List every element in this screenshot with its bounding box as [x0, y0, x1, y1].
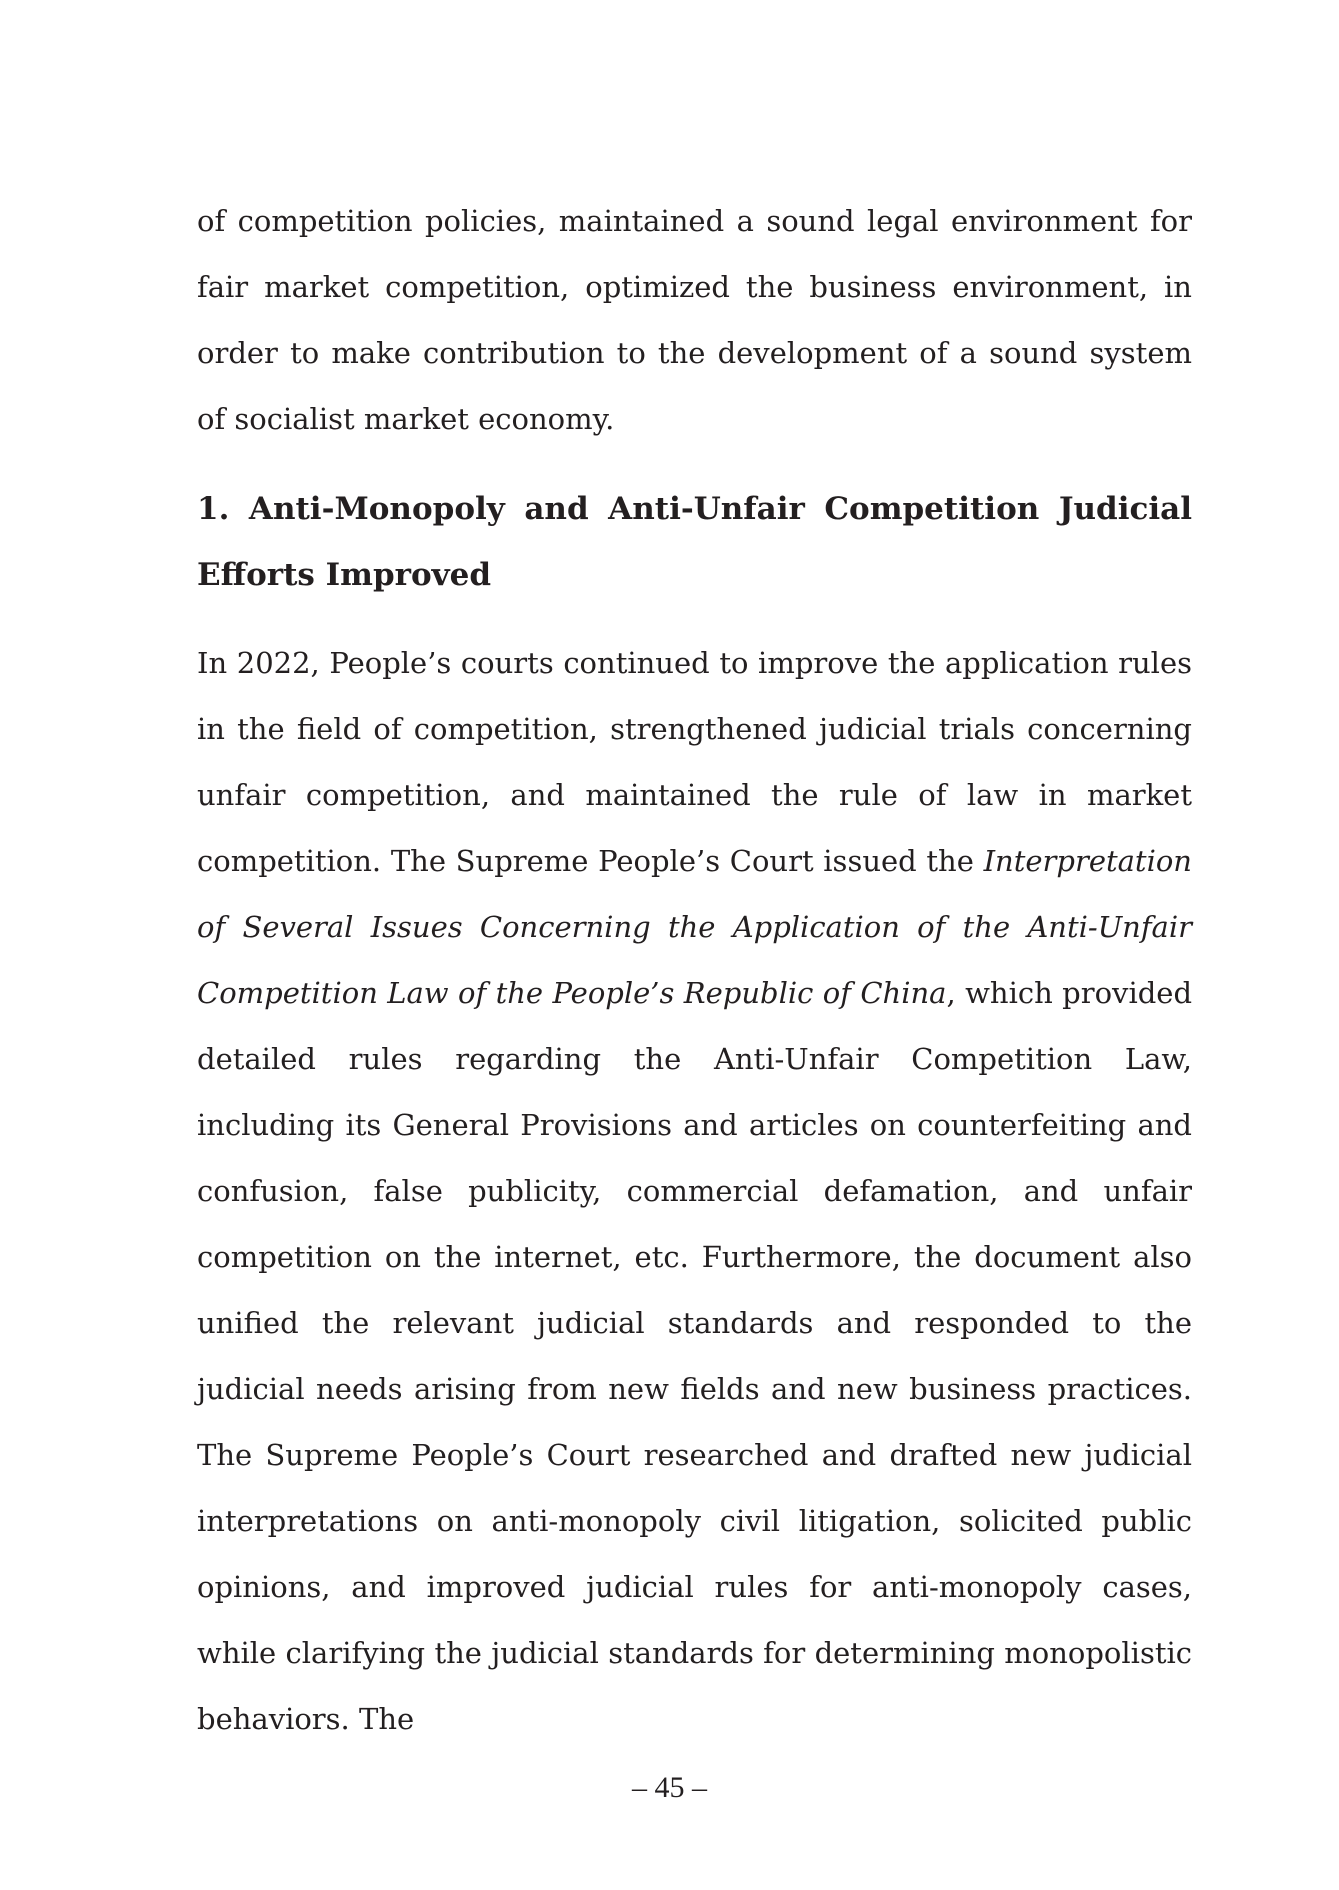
body-paragraph [197, 630, 1192, 1752]
body-text-part-2: , which provided detailed rules regarding the Anti-Unfair Competition Law, including its General Provisions and articles on counterfeiting and confusion, false publicity, commercial defamation, and unfair competition on the internet, etc. Furthermore, the document also unified the relevant judicial standards and responded to the judicial needs arising from new fields and new business practices. The Supreme People’s Court researched and drafted new judicial interpretations on anti-monopoly civil litigation, solicited public opinions, and improved judicial rules for anti-monopoly cases, while clarifying the judicial standards for determining monopolistic behaviors. The [197, 976, 1193, 1736]
page-content [197, 188, 1192, 1752]
page-number: – 45 – [632, 1771, 707, 1804]
body-text-part-1: In 2022, People’s courts continued to improve the application rules in the field of competition, strengthened judicial trials concerning unfair competition, and maintained the rule of law in market competition. The Supreme People’s Court issued the [197, 646, 1192, 878]
document-title-italic: Interpretation of Several Issues Concerning the Application of the Anti-Unfair Competition Law of the People’s Republic of China [197, 844, 1192, 1010]
section-heading: 1. Anti-Monopoly and Anti-Unfair Competition Judicial Efforts Improved [197, 491, 1192, 593]
continuation-paragraph: of competition policies, maintained a sound legal environment for fair market competition, optimized the business environment, in order to make contribution to the development of a sound system of socialist market economy. [197, 204, 1192, 436]
